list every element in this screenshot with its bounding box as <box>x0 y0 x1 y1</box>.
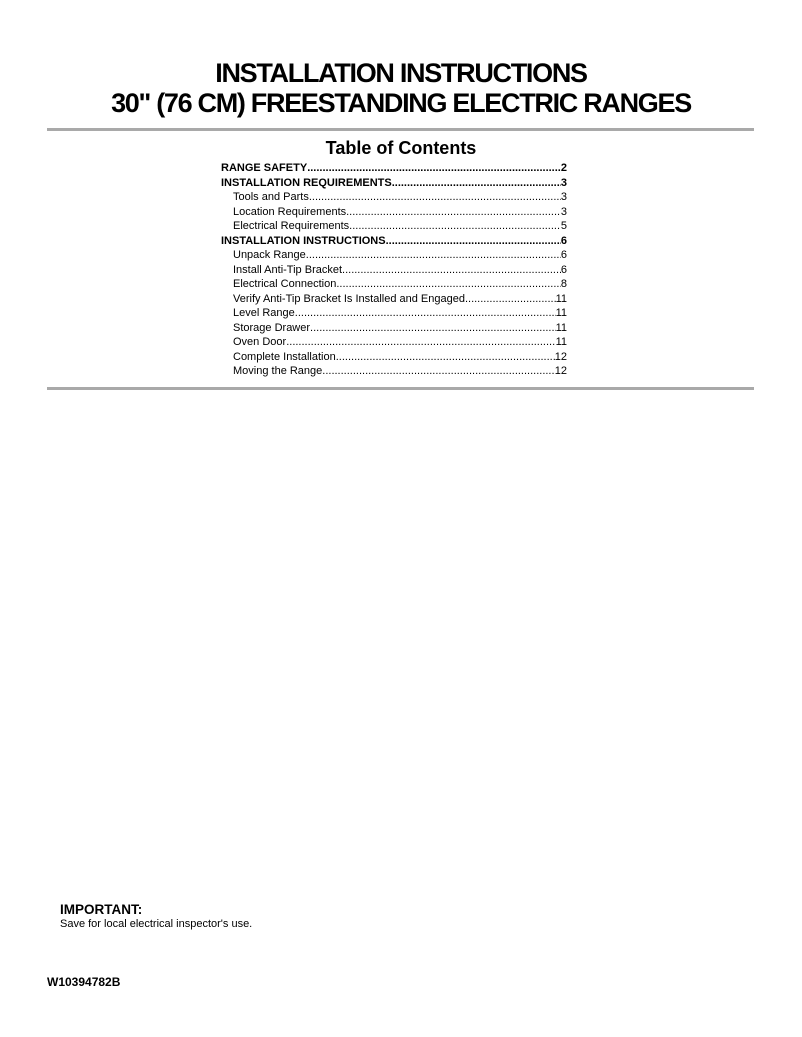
toc-leader-dots <box>349 219 561 234</box>
toc-leader-dots <box>295 306 556 321</box>
toc-entry-label: Level Range <box>233 307 295 319</box>
toc-entry[interactable] <box>221 190 567 205</box>
toc-entry-page: 12 <box>554 350 567 363</box>
toc-entry-label: INSTALLATION REQUIREMENTS <box>221 176 392 189</box>
toc-leader-dots <box>306 248 561 263</box>
toc-entry-page: 3 <box>560 176 567 189</box>
document-title-line1: INSTALLATION INSTRUCTIONS <box>215 58 587 88</box>
toc-entry-page: 6 <box>560 263 567 276</box>
toc-leader-dots <box>307 161 561 176</box>
toc-entry-page: 6 <box>560 249 567 261</box>
toc-entry-page: 6 <box>560 234 567 247</box>
toc-entry-page: 3 <box>560 191 567 203</box>
toc-entry-label: Install Anti-Tip Bracket <box>233 263 343 276</box>
toc-leader-dots <box>336 350 555 365</box>
toc-entry-label: Location Requirements <box>233 205 347 218</box>
toc-entry[interactable] <box>221 321 567 336</box>
table-of-contents <box>221 161 567 379</box>
toc-leader-dots <box>336 277 561 292</box>
toc-entry[interactable] <box>221 350 567 365</box>
toc-entry-label: Electrical Connection <box>233 278 337 290</box>
toc-entry-page: 12 <box>554 365 567 377</box>
toc-entry[interactable] <box>221 161 567 176</box>
toc-leader-dots <box>346 205 561 220</box>
divider-top <box>47 128 754 131</box>
toc-entry-label: INSTALLATION INSTRUCTIONS <box>221 234 386 247</box>
toc-entry[interactable] <box>221 277 567 292</box>
toc-entry-label: RANGE SAFETY <box>221 162 308 174</box>
toc-entry[interactable] <box>221 306 567 321</box>
important-note: Save for local electrical inspector's use. <box>60 918 253 930</box>
important-heading: IMPORTANT: <box>60 902 143 917</box>
toc-entry[interactable] <box>221 176 567 191</box>
toc-entry-page: 11 <box>555 307 567 319</box>
toc-entry-page: 11 <box>555 292 567 305</box>
toc-entry-label: Tools and Parts <box>233 191 309 203</box>
toc-leader-dots <box>309 190 561 205</box>
toc-entry-label: Verify Anti-Tip Bracket Is Installed and Engaged <box>233 292 465 305</box>
toc-entry-label: Moving the Range <box>233 365 323 377</box>
toc-entry-label: Oven Door <box>233 336 287 348</box>
toc-entry[interactable] <box>221 219 567 234</box>
divider-bottom <box>47 387 754 390</box>
toc-entry[interactable] <box>221 335 567 350</box>
document-number: W10394782B <box>47 975 121 989</box>
toc-entry-label: Complete Installation <box>233 350 336 363</box>
toc-leader-dots <box>465 292 556 307</box>
toc-leader-dots <box>342 263 561 278</box>
toc-entry-page: 11 <box>555 336 567 348</box>
toc-entry-page: 11 <box>555 321 567 334</box>
toc-entry[interactable] <box>221 292 567 307</box>
toc-entry-label: Electrical Requirements <box>233 220 350 232</box>
toc-leader-dots <box>392 176 561 191</box>
toc-entry-page: 8 <box>560 278 567 290</box>
toc-entry[interactable] <box>221 234 567 249</box>
toc-entry[interactable] <box>221 364 567 379</box>
toc-entry[interactable] <box>221 205 567 220</box>
toc-leader-dots <box>286 335 555 350</box>
toc-heading: Table of Contents <box>325 138 477 158</box>
toc-entry-page: 3 <box>560 205 567 218</box>
toc-leader-dots <box>310 321 556 336</box>
toc-entry-page: 2 <box>560 162 567 174</box>
toc-entry-label: Unpack Range <box>233 249 306 261</box>
toc-entry[interactable] <box>221 248 567 263</box>
toc-entry[interactable] <box>221 263 567 278</box>
toc-entry-page: 5 <box>560 220 567 232</box>
document-title-line2: 30" (76 CM) FREESTANDING ELECTRIC RANGES <box>111 88 691 118</box>
toc-leader-dots <box>322 364 554 379</box>
toc-entry-label: Storage Drawer <box>233 321 311 334</box>
toc-leader-dots <box>386 234 561 249</box>
